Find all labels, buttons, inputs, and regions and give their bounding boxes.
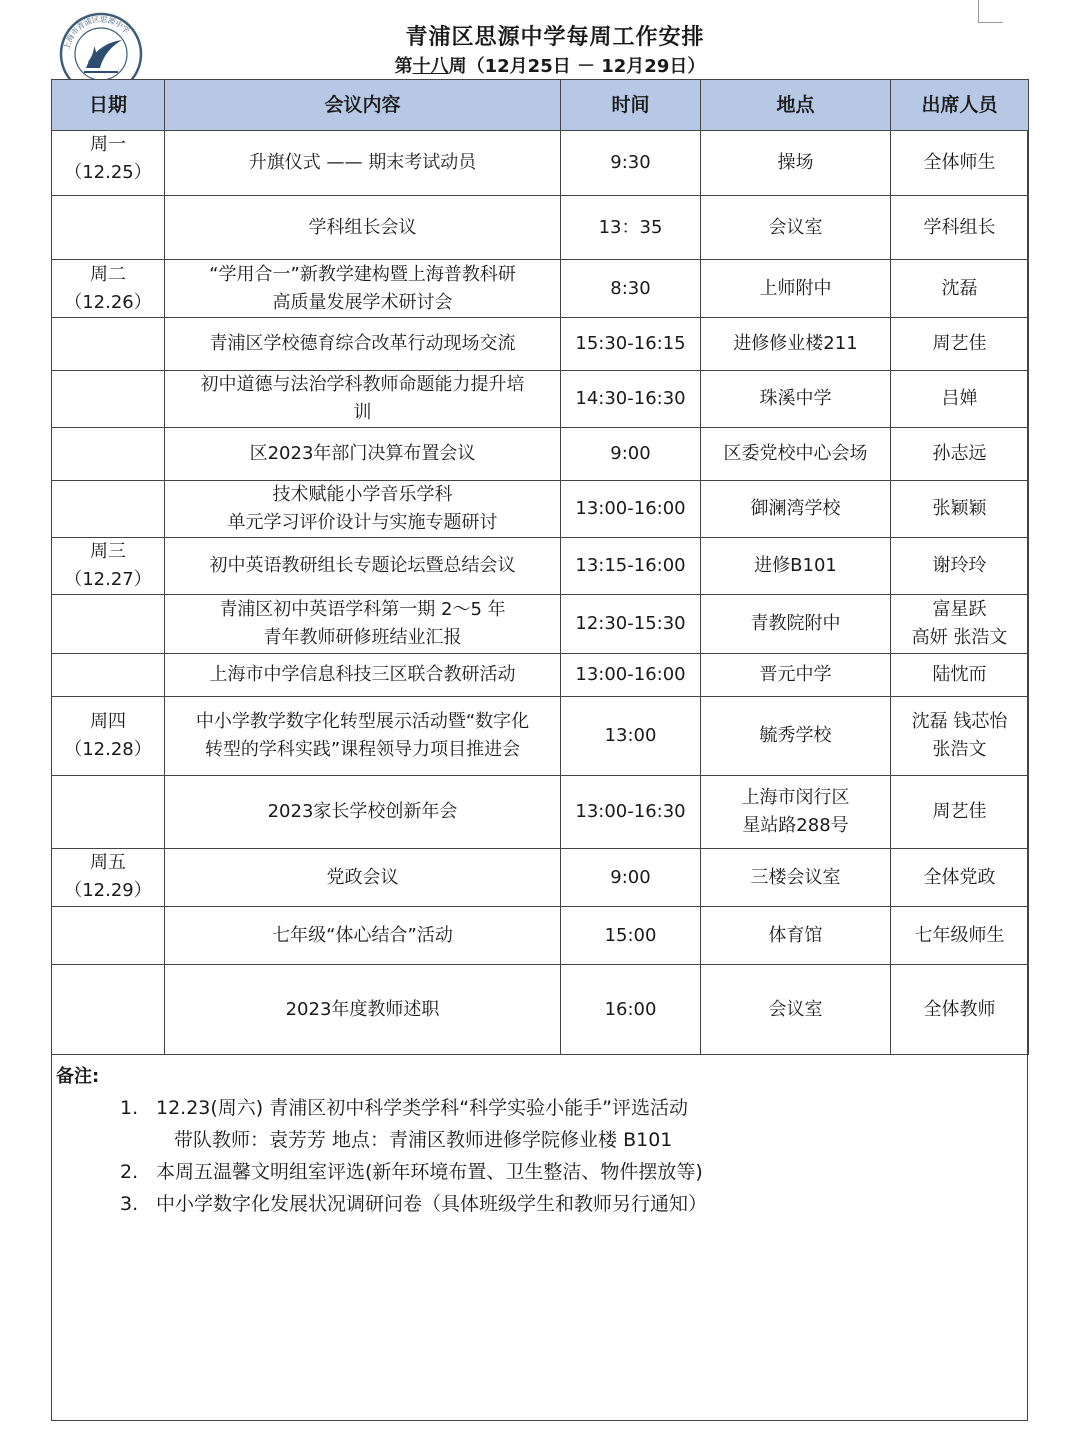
time-cell: 9:00: [561, 849, 701, 907]
place-cell-line: 区委党校中心会场: [723, 443, 868, 464]
table-row: [52, 697, 1029, 776]
day-cell: [52, 538, 165, 595]
content-cell-line: 升旗仪式 —— 期末考试动员: [248, 152, 477, 173]
day-cell: [52, 654, 165, 697]
place-cell: [701, 697, 891, 776]
day-cell: [52, 481, 165, 538]
place-cell-line: 进修修业楼211: [733, 333, 858, 354]
place-cell-line: 三楼会议室: [750, 866, 841, 888]
place-cell: [701, 260, 891, 318]
attendees-cell-line: 孙志远: [932, 443, 987, 464]
content-cell-line: 党政会议: [326, 866, 399, 888]
time-cell: 12:30-15:30: [561, 595, 701, 654]
day-cell: [52, 697, 165, 776]
attendees-cell: [891, 849, 1029, 907]
table-row: [52, 538, 1029, 595]
content-cell-line: 中小学教学数字化转型展示活动暨“数字化: [195, 711, 530, 732]
column-header-date: 日期: [52, 80, 165, 131]
place-cell-line: 会议室: [768, 216, 823, 238]
place-cell-line: 毓秀学校: [759, 725, 832, 746]
place-cell-line: 御澜湾学校: [750, 498, 841, 519]
content-cell: [165, 697, 561, 776]
place-cell-line: 青教院附中: [750, 613, 841, 634]
place-cell: [701, 131, 891, 196]
content-cell: [165, 654, 561, 697]
week-subtitle: [0, 52, 1080, 78]
attendees-cell: [891, 481, 1029, 538]
column-header-content: 会议内容: [165, 80, 561, 131]
content-cell-line: “学用合一”新教学建构暨上海普教科研: [209, 263, 516, 285]
place-cell-line: 体育馆: [768, 924, 823, 946]
place-cell: [701, 481, 891, 538]
time-cell: 13:00-16:00: [561, 654, 701, 697]
attendees-cell: [891, 318, 1029, 371]
note-text: 12.23(周六) 青浦区初中科学类学科“科学实验小能手”评选活动: [156, 1097, 688, 1119]
content-cell: [165, 318, 561, 371]
schedule-table: [51, 79, 1029, 1055]
content-cell-line: 初中道德与法治学科教师命题能力提升培: [200, 374, 525, 395]
attendees-cell-line: 张颖颖: [932, 498, 987, 519]
content-cell: [165, 776, 561, 849]
day-date: （12.27）: [64, 569, 152, 590]
content-cell: [165, 481, 561, 538]
attendees-cell: [891, 595, 1029, 654]
content-cell: [165, 371, 561, 428]
attendees-cell: [891, 428, 1029, 481]
content-cell-line: 单元学习评价设计与实施专题研讨: [227, 512, 498, 533]
day-cell: [52, 965, 165, 1055]
place-cell: [701, 428, 891, 481]
day-cell: [52, 318, 165, 371]
content-cell-line: 转型的学科实践”课程领导力项目推进会: [204, 739, 521, 760]
table-row: [52, 849, 1029, 907]
table-row: [52, 196, 1029, 260]
content-cell-line: 上海市中学信息科技三区联合教研活动: [209, 664, 516, 685]
table-row: [52, 318, 1029, 371]
attendees-cell-line: 学科组长: [923, 216, 996, 238]
attendees-cell-line: 全体教师: [923, 998, 996, 1020]
note-number: 2.: [120, 1161, 139, 1183]
time-cell: 13:00-16:30: [561, 776, 701, 849]
note-item-1-detail: 带队教师：袁芳芳 地点：青浦区教师进修学院修业楼 B101: [174, 1129, 673, 1151]
attendees-cell-line: 周艺佳: [932, 333, 987, 354]
content-cell: [165, 196, 561, 260]
place-cell: [701, 965, 891, 1055]
time-cell: 9:30: [561, 131, 701, 196]
attendees-cell: [891, 538, 1029, 595]
content-cell-line: 2023家长学校创新年会: [267, 801, 458, 822]
attendees-cell: [891, 260, 1029, 318]
attendees-cell: [891, 697, 1029, 776]
attendees-cell: [891, 907, 1029, 965]
place-cell: [701, 318, 891, 371]
place-cell: [701, 196, 891, 260]
content-cell: [165, 428, 561, 481]
attendees-cell-line: 谢玲玲: [932, 555, 987, 576]
day-cell: [52, 260, 165, 318]
note-text: 中小学数字化发展状况调研问卷（具体班级学生和教师另行通知）: [156, 1193, 708, 1215]
note-number: 1.: [120, 1097, 139, 1119]
time-cell: 16:00: [561, 965, 701, 1055]
attendees-cell: [891, 131, 1029, 196]
table-row: [52, 965, 1029, 1055]
time-cell: 15:00: [561, 907, 701, 965]
attendees-cell-line: 吕婵: [941, 388, 978, 409]
day-name: 周五: [90, 852, 126, 873]
content-cell: [165, 849, 561, 907]
day-cell: [52, 196, 165, 260]
table-row: [52, 371, 1029, 428]
attendees-cell-line: 全体党政: [923, 866, 996, 888]
day-name: 周一: [90, 134, 126, 155]
content-cell-line: 高质量发展学术研讨会: [272, 291, 453, 313]
day-cell: [52, 907, 165, 965]
place-cell: [701, 654, 891, 697]
place-cell: [701, 776, 891, 849]
day-cell: [52, 428, 165, 481]
attendees-cell-line: 富星跃: [932, 599, 987, 620]
table-row: [52, 907, 1029, 965]
table-row: [52, 481, 1029, 538]
place-cell-line: 珠溪中学: [759, 388, 832, 409]
content-cell-line: 初中英语教研组长专题论坛暨总结会议: [209, 555, 516, 576]
table-row: [52, 595, 1029, 654]
attendees-cell-line: 高妍 张浩文: [911, 627, 1008, 648]
week-date-range: 周（12月25日 － 12月29日）: [448, 56, 706, 77]
place-cell-line: 上师附中: [759, 277, 832, 299]
content-cell-line: 技术赋能小学音乐学科: [272, 484, 453, 505]
content-cell: [165, 907, 561, 965]
attendees-cell-line: 陆忱而: [932, 664, 987, 685]
place-cell-line: 进修B101: [754, 555, 837, 576]
content-cell-line: 七年级“体心结合”活动: [272, 924, 453, 946]
attendees-cell-line: 张浩文: [932, 739, 987, 760]
attendees-cell-line: 沈磊: [941, 277, 978, 299]
content-cell-line: 青浦区学校德育综合改革行动现场交流: [209, 333, 516, 354]
logo-ring-text: 上海市青浦区思源中学: [62, 14, 132, 51]
table-row: [52, 260, 1029, 318]
place-cell-line: 上海市闵行区: [741, 787, 850, 808]
content-cell: [165, 538, 561, 595]
place-cell-line: 星站路288号: [742, 815, 849, 836]
content-cell-line: 青浦区初中英语学科第一期 2～5 年: [219, 599, 506, 620]
note-item-1: [120, 1093, 688, 1120]
day-name: 周四: [90, 711, 126, 732]
attendees-cell-line: 周艺佳: [932, 801, 987, 822]
place-cell-line: 操场: [777, 152, 814, 173]
day-date: （12.25）: [64, 162, 152, 183]
column-header-time: 时间: [561, 80, 701, 131]
note-number: 3.: [120, 1193, 139, 1215]
day-date: （12.26）: [64, 291, 152, 313]
attendees-cell-line: 七年级师生: [914, 924, 1005, 946]
content-cell-line: 学科组长会议: [308, 216, 417, 238]
content-cell-line: 青年教师研修班结业汇报: [263, 627, 462, 648]
place-cell: [701, 907, 891, 965]
day-cell: [52, 595, 165, 654]
place-cell: [701, 371, 891, 428]
content-cell: [165, 595, 561, 654]
place-cell: [701, 538, 891, 595]
page-title: 青浦区思源中学每周工作安排: [405, 25, 705, 50]
attendees-cell-line: 全体师生: [923, 152, 996, 173]
attendees-cell: [891, 654, 1029, 697]
content-cell-line: 2023年度教师述职: [285, 998, 440, 1020]
note-item-3: [120, 1189, 707, 1216]
day-name: 周三: [90, 541, 126, 562]
time-cell: 9:00: [561, 428, 701, 481]
time-cell: 13：35: [561, 196, 701, 260]
day-cell: [52, 849, 165, 907]
note-item-2: [120, 1157, 703, 1184]
day-date: （12.28）: [64, 739, 152, 760]
week-prefix: 第: [394, 56, 413, 77]
column-header-attendees: 出席人员: [891, 80, 1029, 131]
place-cell-line: 会议室: [768, 998, 823, 1020]
content-cell-line: 训: [353, 402, 372, 423]
day-cell: [52, 131, 165, 196]
place-cell: [701, 595, 891, 654]
table-row: [52, 776, 1029, 849]
time-cell: 14:30-16:30: [561, 371, 701, 428]
time-cell: 8:30: [561, 260, 701, 318]
attendees-cell: [891, 965, 1029, 1055]
table-row: [52, 428, 1029, 481]
attendees-cell: [891, 196, 1029, 260]
table-row: [52, 654, 1029, 697]
time-cell: 13:00: [561, 697, 701, 776]
content-cell: [165, 131, 561, 196]
notes-label: 备注:: [56, 1066, 100, 1087]
content-cell-line: 区2023年部门决算布置会议: [249, 443, 476, 464]
attendees-cell: [891, 776, 1029, 849]
day-cell: [52, 776, 165, 849]
day-date: （12.29）: [64, 880, 152, 901]
time-cell: 13:15-16:00: [561, 538, 701, 595]
attendees-cell: [891, 371, 1029, 428]
content-cell: [165, 260, 561, 318]
day-name: 周二: [90, 263, 126, 285]
time-cell: 13:00-16:00: [561, 481, 701, 538]
time-cell: 15:30-16:15: [561, 318, 701, 371]
day-cell: [52, 371, 165, 428]
content-cell: [165, 965, 561, 1055]
table-row: [52, 131, 1029, 196]
attendees-cell-line: 沈磊 钱芯怡: [911, 711, 1008, 732]
note-text: 本周五温馨文明组室评选(新年环境布置、卫生整洁、物件摆放等): [156, 1161, 703, 1183]
week-number: 十八: [412, 56, 449, 77]
place-cell: [701, 849, 891, 907]
column-header-place: 地点: [701, 80, 891, 131]
place-cell-line: 晋元中学: [759, 664, 832, 685]
table-header-row: [52, 80, 1029, 131]
